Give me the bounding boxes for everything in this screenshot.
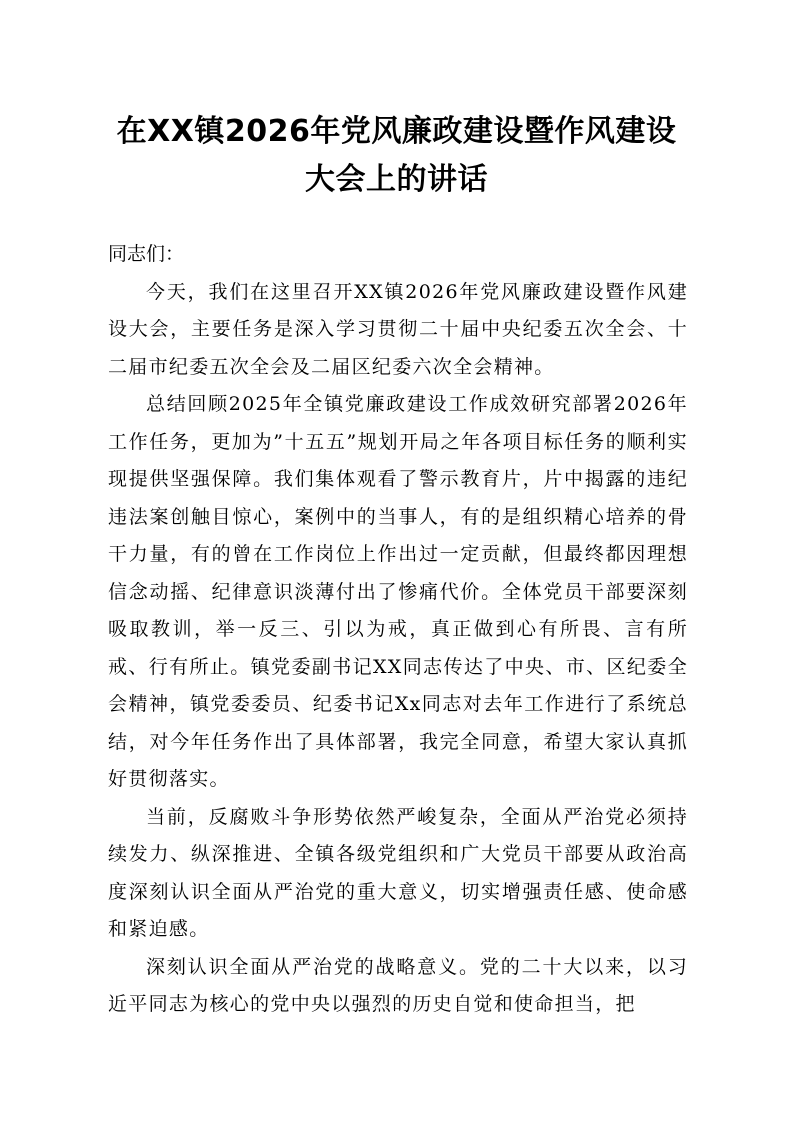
paragraph-1: 今天，我们在这里召开XX镇2026年党风廉政建设暨作风建设大会，主要任务是深入学习贯彻二十届中央纪委五次全会、十二届市纪委五次全会及二届区纪委六次全会精神。 <box>108 280 688 378</box>
document-body <box>108 236 688 1024</box>
title-line-1: 在XX镇2026年党风廉政建设暨作风建设 <box>116 114 677 149</box>
document-title <box>80 108 713 204</box>
salutation: 同志们： <box>108 243 185 265</box>
paragraph-3: 当前，反腐败斗争形势依然严峻复杂，全面从严治党必须持续发力、纵深推进、全镇各级党组织和广大党员干部要从政治高度深刻认识全面从严治党的重大意义，切实增强责任感、使命感和紧迫感。 <box>108 805 688 940</box>
paragraph-2: 总结回顾2025年全镇党廉政建设工作成效研究部署2026年工作任务，更加为”十五五”规划开局之年各项目标任务的顺利实现提供坚强保障。我们集体观看了警示教育片，片中揭露的违纪违法案创触目惊心，案例中的当事人，有的是组织精心培养的骨干力量，有的曾在工作岗位上作出过一定贡献，但最终都因理想信念动摇、纪律意识淡薄付出了惨痛代价。全体党员干部要深刻吸取教训，举一反三、引以为戒，真正做到心有所畏、言有所戒、行有所止。镇党委副书记XX同志传达了中央、市、区纪委全会精神，镇党委委员、纪委书记Xx同志对去年工作进行了系统总结，对今年任务作出了具体部署，我完全同意，希望大家认真抓好贯彻落实。 <box>108 393 688 790</box>
title-line-2: 大会上的讲话 <box>305 162 488 197</box>
paragraph-4: 深刻认识全面从严治党的战略意义。党的二十大以来，以习近平同志为核心的党中央以强烈的历史自觉和使命担当，把 <box>108 955 688 1015</box>
